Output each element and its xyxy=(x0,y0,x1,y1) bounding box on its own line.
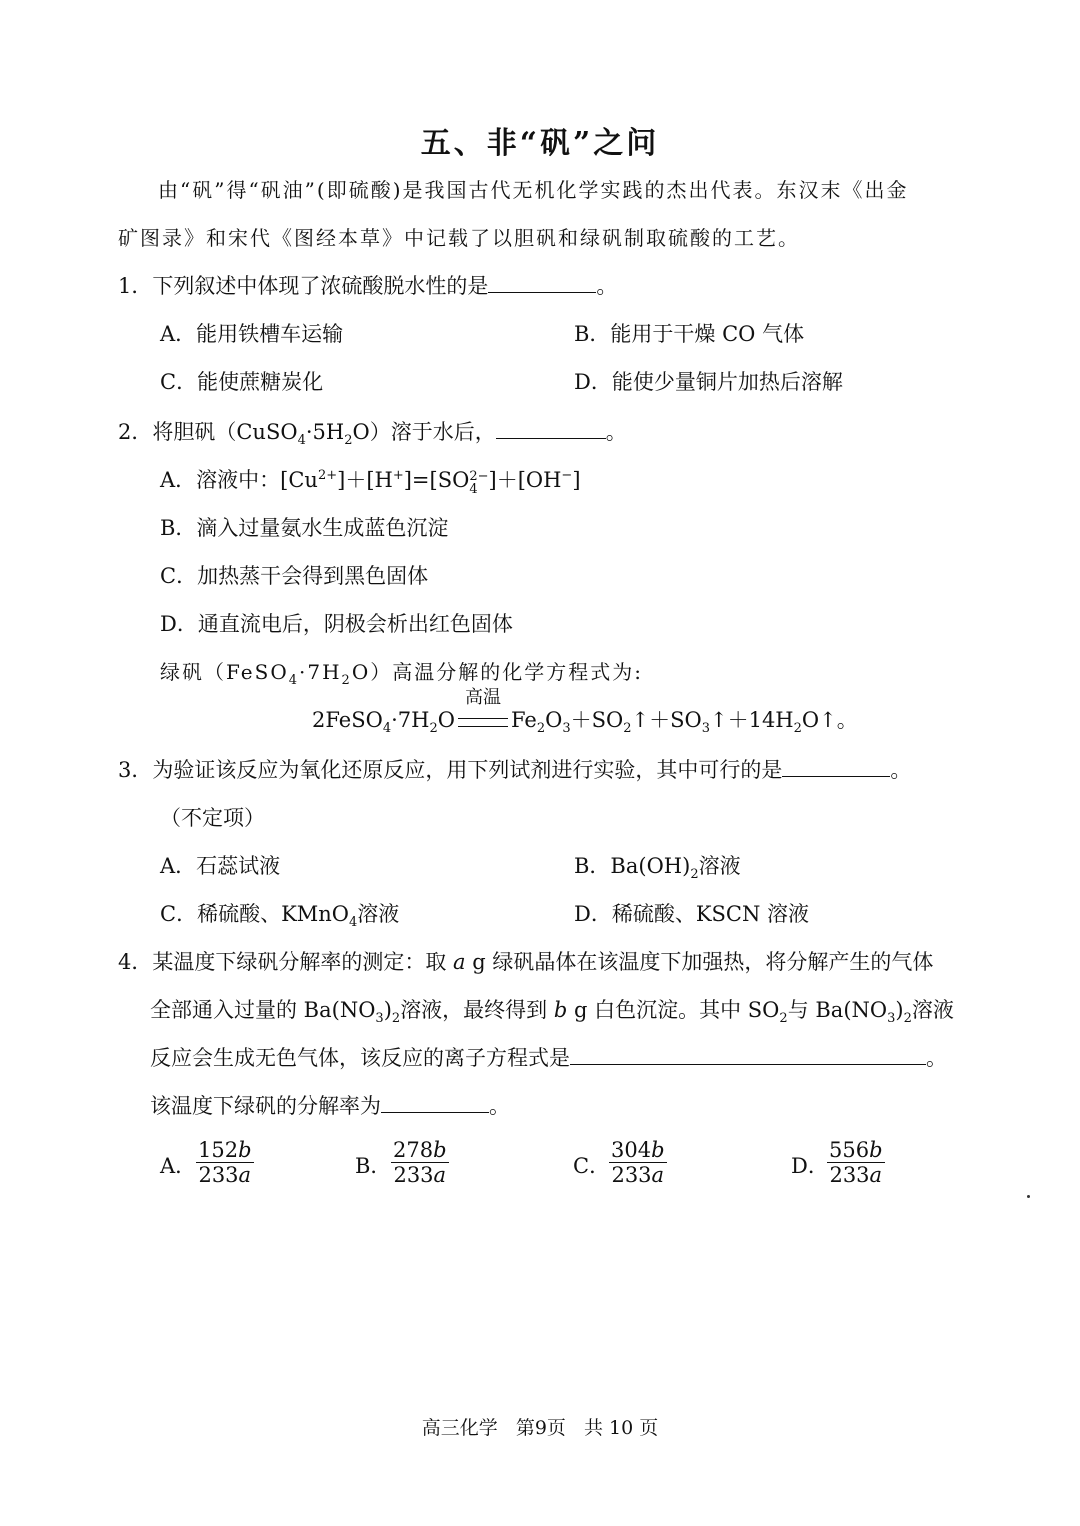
eq-double-bar xyxy=(458,718,508,727)
q1-option-d: D．能使少量铜片加热后溶解 xyxy=(574,370,843,394)
q4-l2-sub2b: 2 xyxy=(779,1011,788,1027)
q4-l1-pre: 4．某温度下绿矾分解率的测定：取 xyxy=(118,950,454,974)
q3-stem xyxy=(118,756,911,784)
q2-sub4: 4 xyxy=(297,433,306,449)
q4-l2-sub2c: 2 xyxy=(903,1011,912,1027)
q4-l2-sub3a: 3 xyxy=(375,1011,384,1027)
q2-a-mid3: ]＋[OH xyxy=(488,468,562,492)
q2-stem xyxy=(118,418,627,449)
q4-l2-mid2: 溶液，最终得到 xyxy=(400,998,554,1022)
q4-b-num-var: b xyxy=(433,1138,447,1162)
intro-line-2: 矿图录》和宋代《图经本草》中记载了以胆矾和绿矾制取硫酸的工艺。 xyxy=(118,226,800,250)
q4-option-a-num xyxy=(196,1138,254,1163)
q3-b-pre: B．Ba(OH) xyxy=(574,854,691,878)
q2-a-sup1: 2+ xyxy=(317,468,338,483)
q4-option-d-den xyxy=(827,1163,885,1187)
q4-a-num-value: 152 xyxy=(198,1138,239,1162)
q4-option-d-num xyxy=(827,1138,885,1163)
q2-stem-post: O）溶于水后， xyxy=(352,420,496,444)
q4-l3-end: 。 xyxy=(926,1046,947,1070)
q3-option-c xyxy=(160,900,400,931)
q4-option-d-label: D． xyxy=(791,1154,829,1178)
q4-a-num-var: b xyxy=(238,1138,252,1162)
q4-option-b-num xyxy=(391,1138,449,1163)
q4-option-c-label: C． xyxy=(573,1154,611,1178)
q4-l2-mid1: ) xyxy=(383,998,392,1022)
eq-p4: ↑＋SO xyxy=(631,708,702,732)
q4-d-num-var: b xyxy=(869,1138,883,1162)
q3-c-pre: C．稀硫酸、KMnO xyxy=(160,902,349,926)
q4-b-den-var: a xyxy=(433,1163,447,1187)
q2-stem-pre: 2．将胆矾（CuSO xyxy=(118,420,298,444)
page-footer xyxy=(0,1413,1080,1440)
eq-sub2a: 2 xyxy=(429,721,438,737)
q3-option-d: D．稀硫酸、KSCN 溶液 xyxy=(574,902,810,926)
q2-a-sup3: 2− xyxy=(469,469,489,484)
eq-sub3a: 3 xyxy=(562,721,571,737)
q2-option-d: D．通直流电后，阴极会析出红色固体 xyxy=(160,612,513,636)
q4-b-num-value: 278 xyxy=(393,1138,434,1162)
q3-stem-text: 3．为验证该反应为氧化还原反应，用下列试剂进行实验，其中可行的是 xyxy=(118,758,783,782)
q1-stem-text: 1．下列叙述中体现了浓硫酸脱水性的是 xyxy=(118,274,489,298)
q2-answer-blank[interactable] xyxy=(496,420,606,439)
q2-a-sup4: − xyxy=(561,468,573,483)
q1-option-b: B．能用于干燥 CO 气体 xyxy=(574,322,805,346)
q3-stem-end: 。 xyxy=(890,758,912,782)
q4-d-num-value: 556 xyxy=(829,1138,870,1162)
footer-page-number: 第9页 xyxy=(515,1417,566,1439)
q4-option-b-label: B． xyxy=(355,1154,392,1178)
q4-line-2 xyxy=(150,996,954,1027)
lvfan-text xyxy=(160,658,643,686)
eq-left-post: O xyxy=(437,708,455,732)
q2-option-c: C．加热蒸干会得到黑色固体 xyxy=(160,564,429,588)
q2-a-mid1: ]＋[H xyxy=(337,468,393,492)
q4-c-den-var: a xyxy=(651,1163,665,1187)
eq-sub4: 4 xyxy=(382,721,392,737)
q4-option-a-den xyxy=(196,1163,254,1187)
q4-b-den-value: 233 xyxy=(393,1163,434,1187)
q4-l1-mid: g 绿矾晶体在该温度下加强热，将分解产生的气体 xyxy=(465,950,934,974)
eq-reaction-condition xyxy=(458,687,508,727)
q3-note: （不定项） xyxy=(160,806,265,830)
q4-var-b: b xyxy=(553,998,568,1022)
q2-a-sulfate-stack xyxy=(469,470,488,496)
q3-option-b xyxy=(574,852,741,883)
q3-c-post: 溶液 xyxy=(357,902,400,926)
q1-option-c: C．能使蔗糖炭化 xyxy=(160,370,324,394)
q4-l2-sub3b: 3 xyxy=(887,1011,896,1027)
q4-c-num-value: 304 xyxy=(611,1138,652,1162)
q2-stem-mid: ·5H xyxy=(305,420,345,444)
eq-condition-text: 高温 xyxy=(464,687,501,708)
q2-option-b: B．滴入过量氨水生成蓝色沉淀 xyxy=(160,516,449,540)
q2-stem-end: 。 xyxy=(605,420,627,444)
q4-var-a: a xyxy=(453,950,466,974)
q2-a-sub3: 4 xyxy=(469,482,478,497)
q4-l2-end: 溶液 xyxy=(911,998,954,1022)
q1-stem xyxy=(118,272,617,300)
eq-sub3b: 3 xyxy=(701,721,710,737)
lvfan-text-sub2: 2 xyxy=(341,673,352,688)
q4-l4-text: 该温度下绿矾的分解率为 xyxy=(150,1094,381,1118)
q3-c-sub: 4 xyxy=(349,915,358,931)
eq-left-mid: ·7H xyxy=(391,708,430,732)
eq-sub2c: 2 xyxy=(623,721,632,737)
q2-a-sup2: + xyxy=(392,468,404,483)
eq-p1: Fe xyxy=(510,708,537,732)
q4-l2-mid3: g 白色沉淀。其中 SO xyxy=(567,998,780,1022)
q3-b-post: 溶液 xyxy=(698,854,741,878)
q4-option-c-fraction xyxy=(609,1138,667,1187)
lvfan-text-sub4: 4 xyxy=(288,673,299,688)
q1-stem-end: 。 xyxy=(596,274,618,298)
stray-dot xyxy=(1027,1195,1030,1198)
q4-line-3 xyxy=(150,1044,947,1072)
eq-p5: ↑＋14H xyxy=(709,708,794,732)
q4-option-c-den xyxy=(609,1163,667,1187)
lvfan-text-mid: ·7H xyxy=(299,660,342,684)
eq-p2: O xyxy=(545,708,563,732)
intro-line-1: 由“矾”得“矾油”(即硫酸)是我国古代无机化学实践的杰出代表。东汉末《出金 xyxy=(158,178,909,202)
q4-d-den-var: a xyxy=(869,1163,883,1187)
q3-b-sub: 2 xyxy=(690,867,699,883)
q2-a-mid2: ]=[SO xyxy=(403,468,470,492)
q4-option-b-fraction xyxy=(391,1138,449,1187)
eq-p6: O↑。 xyxy=(801,708,858,732)
eq-left-pre: 2FeSO xyxy=(312,708,383,732)
q4-line-4 xyxy=(150,1092,510,1120)
q4-a-den-value: 233 xyxy=(198,1163,239,1187)
q1-option-a: A．能用铁槽车运输 xyxy=(160,322,344,346)
q4-l2-mid4: 与 Ba(NO xyxy=(787,998,888,1022)
q4-option-b-den xyxy=(391,1163,449,1187)
eq-sub2b: 2 xyxy=(536,721,546,737)
section-title: 五、非“矾”之问 xyxy=(420,126,660,161)
q4-option-d-fraction xyxy=(827,1138,885,1187)
q1-answer-blank[interactable] xyxy=(488,274,596,293)
q4-l2-pre: 全部通入过量的 Ba(NO xyxy=(150,998,376,1022)
footer-total-pages: 共 10 页 xyxy=(583,1417,659,1439)
eq-sub2d: 2 xyxy=(793,721,802,737)
q2-a-end: ] xyxy=(572,468,581,492)
q3-answer-blank[interactable] xyxy=(782,758,890,777)
lvfan-equation xyxy=(312,687,858,737)
q4-l3-text: 反应会生成无色气体，该反应的离子方程式是 xyxy=(150,1046,570,1070)
q4-option-a-label: A． xyxy=(160,1154,197,1178)
q4-c-den-value: 233 xyxy=(611,1163,652,1187)
q4-option-c-num xyxy=(609,1138,667,1163)
lvfan-text-post: O）高温分解的化学方程式为: xyxy=(351,660,643,684)
q4-c-num-var: b xyxy=(651,1138,665,1162)
q4-ionic-equation-blank[interactable] xyxy=(570,1046,926,1065)
q4-line-1 xyxy=(118,948,933,976)
q2-a-pre: A．溶液中：[Cu xyxy=(160,468,318,492)
q4-rate-blank[interactable] xyxy=(381,1094,489,1113)
q4-a-den-var: a xyxy=(238,1163,252,1187)
eq-p3: ＋SO xyxy=(570,708,624,732)
q4-d-den-value: 233 xyxy=(829,1163,870,1187)
lvfan-text-pre: 绿矾（FeSO xyxy=(160,660,289,684)
q2-option-a xyxy=(160,466,581,496)
q4-option-a-fraction xyxy=(196,1138,254,1187)
q4-l2-mid5: ) xyxy=(895,998,904,1022)
q2-sub2: 2 xyxy=(344,433,353,449)
footer-subject: 高三化学 xyxy=(421,1417,498,1439)
q4-l2-sub2a: 2 xyxy=(391,1011,401,1027)
q3-option-a: A．石蕊试液 xyxy=(160,854,281,878)
q4-l4-end: 。 xyxy=(489,1094,510,1118)
